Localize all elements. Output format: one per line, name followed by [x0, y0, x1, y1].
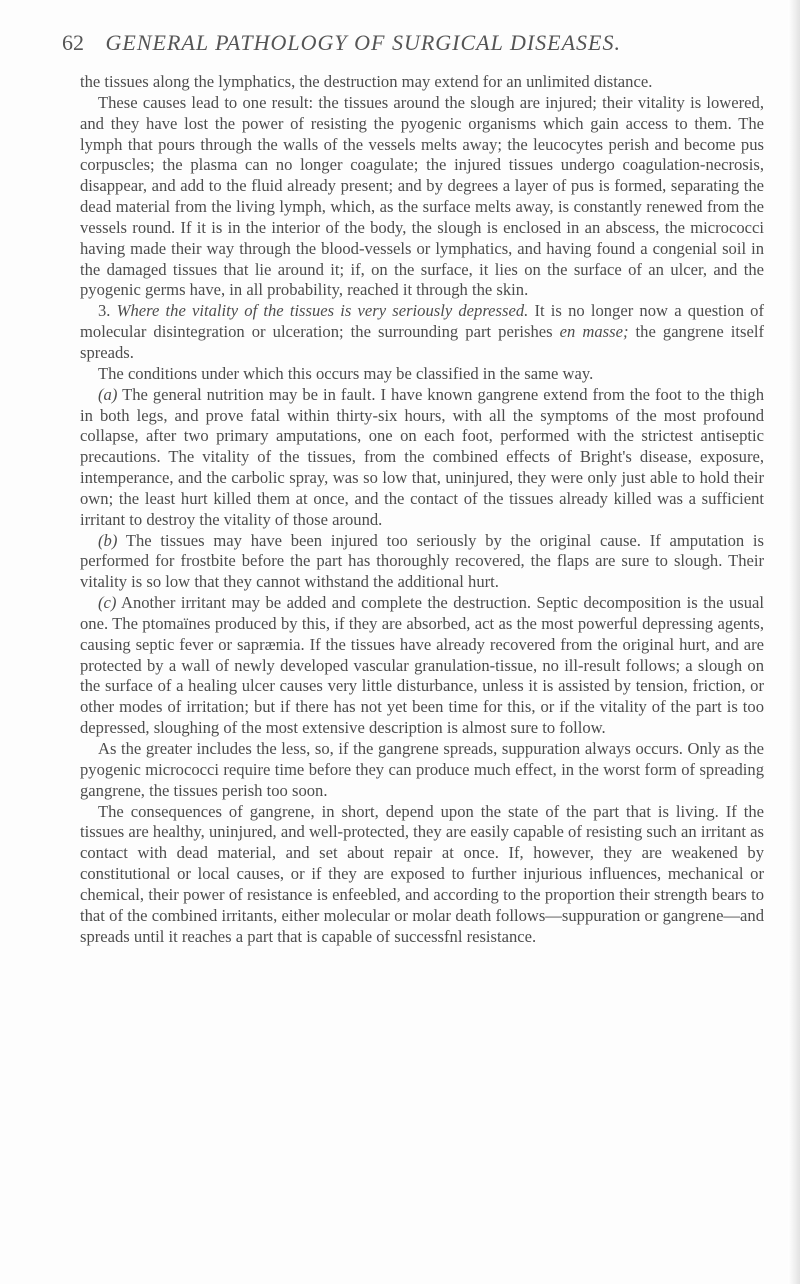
- body-text: [80, 72, 764, 947]
- paragraph-text: Another irritant may be added and complete the destruction. Septic decomposition is the usual one. The ptomaïnes produced by this, if they are absorbed, act as the most powerful depressing agents, causing septic fever or sapræmia. If the tissues have already recovered from the original hurt, and are protected by a wall of newly developed vascular granulation-tissue, no ill-result follows; a slough on the surface of a healing ulcer causes very little disturbance, unless it is assisted by tension, friction, or other modes of irritation; but if there has not yet been time for this, or if the vitality of the part is too depressed, sloughing of the most extensive description is almost sure to follow.: [80, 593, 764, 738]
- paragraph-text: the gangrene itself spreads.: [80, 322, 764, 362]
- paragraph-greater-includes-less: [80, 739, 764, 802]
- paragraph-b: [80, 531, 764, 594]
- paragraph-text: These causes lead to one result: the tissues around the slough are injured; their vitality is lowered, and they have lost the power of resisting the pyogenic organisms which gain access to them. The lymph that pours through the walls of the vessels melts away; the leucocytes perish and become pus corpuscles; the plasma can no longer coagulate; the injured tissues undergo coagulation-necrosis, disappear, and add to the fluid already present; and by degrees a layer of pus is formed, separating the dead material from the living lymph, which, as the surface melts away, is constantly renewed from the vessels round. If it is in the interior of the body, the slough is enclosed in an abscess, the micrococci having made their way through the blood-vessels or lymphatics, and having found a congenial soil in the damaged tissues that lie around it; if, on the surface, it lies on the surface of an ulcer, and the pyogenic germs have, in all probability, reached it through the skin.: [80, 92, 764, 300]
- paragraph-text: As the greater includes the less, so, if the gangrene spreads, suppuration always occurs. Only as the pyogenic micrococci require time before they can produce much effect, in the worst form of spreading gangrene, the tissues perish too soon.: [80, 739, 764, 800]
- paragraph-text: the tissues along the lymphatics, the destruction may extend for an unlimited distance.: [80, 72, 653, 91]
- paragraph-text: The tissues may have been injured too seriously by the original cause. If amputation is performed for frostbite before the part has thoroughly recovered, the flaps are sure to slough. Their vitality is so low that they cannot withstand the additional hurt.: [80, 530, 764, 592]
- paragraph-section-3: [80, 301, 764, 364]
- paragraph-text: It is no longer now a question of molecular disintegration or ulceration; the surrounding part perishes: [80, 301, 765, 342]
- italic-phrase: en masse;: [559, 322, 629, 342]
- paragraph-text: The conditions under which this occurs may be classified in the same way.: [98, 363, 594, 383]
- page-number: 62: [62, 30, 84, 55]
- paragraph-conditions: [80, 364, 764, 385]
- section-number: 3.: [98, 301, 111, 321]
- section-heading: Where the vitality of the tissues is very seriously depressed.: [116, 301, 529, 321]
- item-label: (a): [98, 384, 118, 404]
- paragraph-consequences: [80, 802, 764, 948]
- running-title: GENERAL PATHOLOGY OF SURGICAL DISEASES.: [105, 30, 621, 55]
- item-label: (b): [98, 530, 118, 550]
- paragraph-continuation: [80, 72, 764, 93]
- paragraph-text: The consequences of gangrene, in short, depend upon the state of the part that is living. If the tissues are healthy, uninjured, and well-protected, they are easily capable of resisting such an irritant as contact with dead material, and set about repair at once. If, however, they are weakened by constitutional or local causes, or if they are exposed to further injurious influences, mechanical or chemical, their power of resistance is enfeebled, and according to the proportion their strength bears to that of the combined irritants, either molecular or molar death follows—suppuration or gangrene—and spreads until it reaches a part that is capable of successfnl resistance.: [80, 801, 764, 946]
- paragraph-causes: [80, 93, 764, 301]
- item-label: (c): [98, 593, 117, 613]
- paragraph-c: [80, 593, 764, 739]
- page-header: [62, 28, 762, 58]
- paragraph-a: [80, 385, 764, 531]
- page-edge-shadow: [788, 0, 800, 1284]
- paragraph-text: The general nutrition may be in fault. I have known gangrene extend from the foot to the thigh in both legs, and prove fatal within thirty-six hours, with all the symptoms of the most profound collapse, after two primary amputations, one on each foot, performed with the strictest antiseptic precautions. The vitality of the tissues, from the combined effects of Bright's disease, exposure, intemperance, and the carbolic spray, was so low that, uninjured, they were only just able to hold their own; the least hurt killed them at once, and the contact of the tissues already killed was a sufficient irritant to destroy the vitality of those around.: [80, 384, 764, 529]
